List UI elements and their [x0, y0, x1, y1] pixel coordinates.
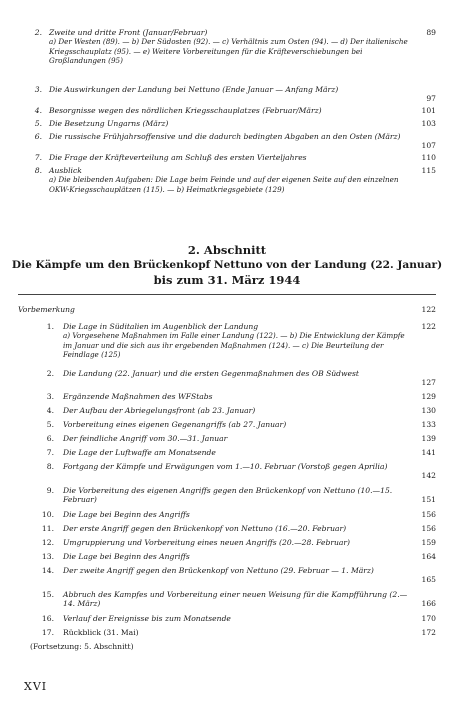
- entry-number: 6.: [34, 132, 42, 141]
- entry-title: Die Vorbereitung des eigenen Angriffs gegen den Brückenkopf von Nettuno (10.—15. Februar): [63, 486, 393, 505]
- entry-title: Die Lage bei Beginn des Angriffs: [63, 510, 190, 519]
- entry-page: 122: [421, 322, 436, 331]
- entry-page: 156: [421, 524, 436, 533]
- entry-title: Die russische Frühjahrsoffensive und die dadurch bedingten Abgaben an den Osten (März): [49, 132, 401, 141]
- entry-number: 14.: [41, 566, 54, 575]
- entry-title: Die Lage in Süditalien im Augenblick der Landung: [63, 322, 259, 331]
- toc-entry: [18, 322, 436, 359]
- entry-subtopics: a) Der Westen (89). — b) Der Südosten (92). — c) Verhältnis zum Osten (94). — d) Der italienische Kriegsschauplatz (95). — e) Weitere Vorbereitungen für die Kräfteverschiebungen bei Großlandungen (95): [49, 37, 408, 65]
- entry-page: 142: [421, 471, 436, 480]
- entry-title: Besorgnisse wegen des nördlichen Kriegsschauplatzes (Februar/März): [49, 106, 322, 115]
- toc-entry: [18, 369, 436, 387]
- entry-page: 133: [421, 420, 436, 429]
- toc-entry: [18, 434, 436, 443]
- entry-number: 5.: [46, 420, 54, 429]
- entry-title: Die Lage der Luftwaffe am Monatsende: [63, 448, 216, 457]
- entry-page: 151: [421, 495, 436, 504]
- entry-title: Abbruch des Kampfes und Vorbereitung einer neuen Weisung für die Kampfführung (2.—14. März): [63, 590, 408, 609]
- toc-entry: [18, 406, 436, 415]
- entry-number: 4.: [34, 106, 42, 115]
- entry-title: Vorbereitung eines eigenen Gegenangriffs (ab 27. Januar): [63, 420, 287, 429]
- entry-page: 164: [421, 552, 436, 561]
- entry-page: 103: [421, 119, 436, 128]
- entry-page: 170: [421, 614, 436, 623]
- toc-entry: [18, 392, 436, 401]
- entry-number: 11.: [41, 524, 54, 533]
- toc-entry: [18, 524, 436, 533]
- entry-number: 4.: [46, 406, 54, 415]
- toc-entry: [18, 85, 436, 103]
- entry-number: 2.: [46, 369, 54, 378]
- entry-number: 16.: [41, 614, 54, 623]
- entry-title: Die Auswirkungen der Landung bei Nettuno (Ende Januar — Anfang März): [49, 85, 339, 94]
- continuation-note: (Fortsetzung: 5. Abschnitt): [30, 642, 134, 651]
- entry-page: 172: [421, 628, 436, 637]
- entry-page: 130: [421, 406, 436, 415]
- toc-entry: [18, 538, 436, 547]
- toc-entry: [18, 486, 436, 505]
- divider: [18, 294, 436, 295]
- entry-number: 6.: [46, 434, 54, 443]
- entry-number: 3.: [34, 85, 42, 94]
- entry-number: 17.: [41, 628, 54, 637]
- entry-title: Die Lage bei Beginn des Angriffs: [63, 552, 190, 561]
- toc-entry: [18, 552, 436, 561]
- entry-title: Der feindliche Angriff vom 30.—31. Januar: [63, 434, 228, 443]
- toc-entry: [18, 566, 436, 584]
- section-title-continued: bis zum 31. März 1944: [153, 273, 301, 287]
- entry-title: Umgruppierung und Vorbereitung eines neuen Angriffs (20.—28. Februar): [63, 538, 351, 547]
- entry-page: 101: [421, 106, 436, 115]
- toc-entry: [18, 305, 436, 314]
- entry-title: Ergänzende Maßnahmen des WFStabs: [63, 392, 213, 401]
- entry-page: 110: [421, 153, 436, 162]
- entry-number: 7.: [46, 448, 54, 457]
- entry-number: 1.: [46, 322, 54, 331]
- entry-subtopics: a) Die bleibenden Aufgaben: Die Lage beim Feinde und auf der eigenen Seite auf den einzelnen OKW-Kriegsschauplätzen (115). — b) Heimatkriegsgebiete (129): [49, 175, 399, 194]
- entry-page: 139: [421, 434, 436, 443]
- entry-title: Der zweite Angriff gegen den Brückenkopf von Nettuno (29. Februar — 1. März): [63, 566, 374, 575]
- entry-number: 7.: [34, 153, 42, 162]
- toc-entry: [18, 153, 436, 162]
- section-label: 2. Abschnitt: [187, 243, 267, 257]
- entry-number: 8.: [46, 462, 54, 471]
- entry-title: Rückblick (31. Mai): [63, 628, 139, 637]
- entry-page: 89: [426, 28, 436, 37]
- entry-number: 2.: [34, 28, 42, 37]
- entry-title: Die Landung (22. Januar) und die ersten Gegenmaßnahmen des OB Südwest: [63, 369, 359, 378]
- entry-title: Ausblick: [49, 166, 82, 175]
- entry-page: 127: [421, 378, 436, 387]
- entry-page: 129: [421, 392, 436, 401]
- entry-number: 8.: [34, 166, 42, 175]
- entry-number: 10.: [41, 510, 54, 519]
- entry-page: 107: [421, 141, 436, 150]
- entry-title: Der erste Angriff gegen den Brückenkopf von Nettuno (16.—20. Februar): [63, 524, 347, 533]
- toc-entry: [18, 462, 436, 480]
- entry-number: 12.: [41, 538, 54, 547]
- toc-entry: [18, 614, 436, 623]
- entry-title: Fortgang der Kämpfe und Erwägungen vom 1.—10. Februar (Vorstoß gegen Aprilia): [63, 462, 388, 471]
- entry-number: 9.: [46, 486, 54, 495]
- entry-title: Die Besetzung Ungarns (März): [49, 119, 169, 128]
- entry-page: 165: [421, 575, 436, 584]
- entry-title: Der Aufbau der Abriegelungsfront (ab 23. Januar): [63, 406, 256, 415]
- entry-number: 15.: [41, 590, 54, 599]
- entry-page: 141: [421, 448, 436, 457]
- entry-title: Zweite und dritte Front (Januar/Februar): [49, 28, 208, 37]
- toc-entry: [18, 132, 436, 150]
- toc-entry: [18, 510, 436, 519]
- entry-page: 159: [421, 538, 436, 547]
- toc-entry: [18, 420, 436, 429]
- entry-subtopics: a) Vorgesehene Maßnahmen im Falle einer Landung (122). — b) Die Entwicklung der Kämpfe im Januar und die sich aus ihr ergebenden Maßnahmen (124). — c) Die Beurteilung der Feindlage (125): [63, 331, 405, 359]
- section-title: Die Kämpfe um den Brückenkopf Nettuno von der Landung (22. Januar): [11, 259, 443, 271]
- toc-entry: [18, 119, 436, 128]
- toc-entry: [18, 590, 436, 609]
- toc-entry: [18, 28, 436, 65]
- entry-page: 156: [421, 510, 436, 519]
- entry-page: 122: [421, 305, 436, 314]
- entry-title: Die Frage der Kräfteverteilung am Schluß des ersten Vierteljahres: [49, 153, 307, 162]
- toc-entry: [18, 628, 436, 637]
- entry-number: 5.: [34, 119, 42, 128]
- toc-entry: [18, 448, 436, 457]
- entry-page: 97: [426, 94, 436, 103]
- toc-entry: [18, 106, 436, 115]
- entry-number: 3.: [46, 392, 54, 401]
- entry-title: Vorbemerkung: [18, 305, 75, 314]
- entry-title: Verlauf der Ereignisse bis zum Monatsende: [63, 614, 231, 623]
- entry-page: 166: [421, 599, 436, 608]
- entry-page: 115: [421, 166, 436, 175]
- page-number: XVI: [24, 680, 48, 693]
- toc-entry: [18, 166, 436, 194]
- entry-number: 13.: [41, 552, 54, 561]
